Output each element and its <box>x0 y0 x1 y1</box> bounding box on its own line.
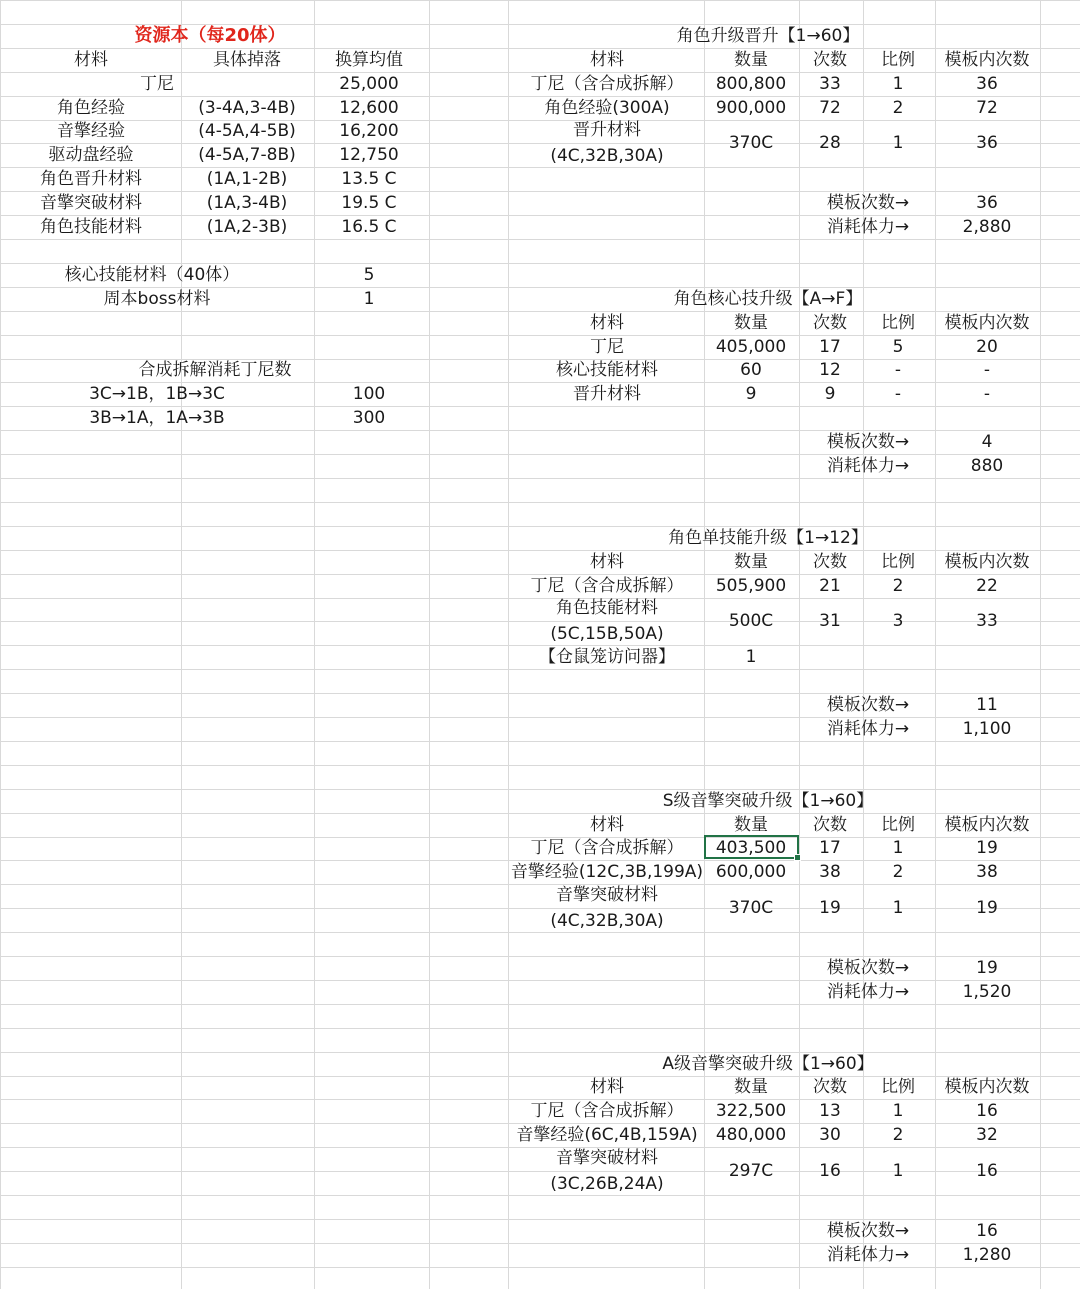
ratio[interactable]: 3 <box>892 611 904 631</box>
section-header[interactable]: 数量 <box>734 1077 768 1097</box>
section-header[interactable]: 材料 <box>590 1077 624 1097</box>
material-name[interactable]: 音擎经验(6C,4B,159A) <box>516 1125 698 1145</box>
left-material[interactable]: 音擎经验 <box>57 121 125 141</box>
template-times[interactable]: 16 <box>976 1101 998 1121</box>
section-header[interactable]: 比例 <box>881 552 915 572</box>
ratio[interactable]: 1 <box>892 74 904 94</box>
section-header[interactable]: 比例 <box>881 50 915 70</box>
template-count-label[interactable]: 模板次数→ <box>826 1221 910 1241</box>
quantity[interactable]: 900,000 <box>715 98 787 118</box>
boss-material-value[interactable]: 1 <box>363 289 375 309</box>
template-times[interactable]: 19 <box>976 838 998 858</box>
left-drop[interactable]: (3-4A,3-4B) <box>198 98 296 118</box>
section-header[interactable]: 材料 <box>590 50 624 70</box>
section-header[interactable]: 比例 <box>881 313 915 333</box>
left-header[interactable]: 换算均值 <box>335 50 403 70</box>
section-header[interactable]: 数量 <box>734 815 768 835</box>
times[interactable]: 31 <box>819 611 841 631</box>
material-detail[interactable]: (3C,26B,24A) <box>550 1174 664 1194</box>
material-detail[interactable]: (5C,15B,50A) <box>550 624 664 644</box>
left-average[interactable]: 16.5 C <box>341 217 397 237</box>
section-title[interactable]: 角色单技能升级【1→12】 <box>668 528 868 548</box>
quantity[interactable]: 1 <box>745 647 757 667</box>
times[interactable]: 21 <box>819 576 841 596</box>
core-skill-label[interactable]: 核心技能材料（40体） <box>64 265 240 285</box>
material-name[interactable]: 丁尼（含合成拆解） <box>530 74 684 94</box>
section-title[interactable]: A级音擎突破升级【1→60】 <box>662 1054 874 1074</box>
material-name[interactable]: 核心技能材料 <box>556 360 658 380</box>
material-detail[interactable]: (4C,32B,30A) <box>550 911 664 931</box>
template-times[interactable]: 20 <box>976 337 998 357</box>
ratio[interactable]: 1 <box>892 133 904 153</box>
ratio[interactable]: 1 <box>892 1101 904 1121</box>
stamina-value[interactable]: 880 <box>970 456 1004 476</box>
times[interactable]: 28 <box>819 133 841 153</box>
quantity[interactable]: 800,800 <box>715 74 787 94</box>
material-name[interactable]: 丁尼（含合成拆解） <box>530 838 684 858</box>
template-times[interactable]: - <box>983 360 991 380</box>
material-name[interactable]: 晋升材料 <box>573 120 641 140</box>
template-count-label[interactable]: 模板次数→ <box>826 695 910 715</box>
quantity[interactable]: 480,000 <box>715 1125 787 1145</box>
material-name[interactable]: 音擎经验(12C,3B,199A) <box>510 862 704 882</box>
core-skill-value[interactable]: 5 <box>363 265 375 285</box>
section-header[interactable]: 材料 <box>590 313 624 333</box>
left-average[interactable]: 16,200 <box>339 121 399 141</box>
quantity[interactable]: 405,000 <box>715 337 787 357</box>
times[interactable]: 30 <box>819 1125 841 1145</box>
quantity[interactable]: 403,500 <box>715 838 787 858</box>
synth-title[interactable]: 合成拆解消耗丁尼数 <box>138 360 292 380</box>
section-header[interactable]: 模板内次数 <box>944 815 1030 835</box>
template-times[interactable]: 38 <box>976 862 998 882</box>
times[interactable]: 12 <box>819 360 841 380</box>
section-header[interactable]: 次数 <box>813 1077 847 1097</box>
template-count-label[interactable]: 模板次数→ <box>826 193 910 213</box>
section-header[interactable]: 材料 <box>590 815 624 835</box>
material-name[interactable]: 角色技能材料 <box>556 598 658 618</box>
left-header[interactable]: 材料 <box>74 50 108 70</box>
template-count-value[interactable]: 16 <box>976 1221 998 1241</box>
synth-cost[interactable]: 300 <box>352 408 386 428</box>
ratio[interactable]: 2 <box>892 1125 904 1145</box>
section-header[interactable]: 模板内次数 <box>944 1077 1030 1097</box>
template-times[interactable]: 16 <box>976 1161 998 1181</box>
synth-rule[interactable]: 3C→1B，1B→3C <box>89 384 225 404</box>
stamina-label[interactable]: 消耗体力→ <box>826 456 910 476</box>
section-header[interactable]: 模板内次数 <box>944 552 1030 572</box>
section-title[interactable]: S级音擎突破升级【1→60】 <box>662 791 874 811</box>
section-header[interactable]: 比例 <box>881 1077 915 1097</box>
left-average[interactable]: 25,000 <box>339 74 399 94</box>
left-drop[interactable]: (1A,1-2B) <box>206 169 288 189</box>
template-times[interactable]: - <box>983 384 991 404</box>
stamina-value[interactable]: 1,280 <box>962 1245 1012 1265</box>
selected-cell[interactable] <box>704 835 799 859</box>
template-times[interactable]: 36 <box>976 133 998 153</box>
material-name[interactable]: 丁尼 <box>590 337 624 357</box>
template-times[interactable]: 33 <box>976 611 998 631</box>
left-drop[interactable]: (1A,2-3B) <box>206 217 288 237</box>
left-average[interactable]: 19.5 C <box>341 193 397 213</box>
stamina-label[interactable]: 消耗体力→ <box>826 217 910 237</box>
material-name[interactable]: 角色经验(300A) <box>544 98 670 118</box>
quantity[interactable]: 322,500 <box>715 1101 787 1121</box>
section-header[interactable]: 数量 <box>734 313 768 333</box>
left-average[interactable]: 12,600 <box>339 98 399 118</box>
left-material[interactable]: 角色技能材料 <box>40 217 142 237</box>
quantity[interactable]: 370C <box>728 133 774 153</box>
material-name[interactable]: 丁尼（含合成拆解） <box>530 1101 684 1121</box>
section-header[interactable]: 比例 <box>881 815 915 835</box>
quantity[interactable]: 60 <box>740 360 762 380</box>
template-times[interactable]: 32 <box>976 1125 998 1145</box>
template-times[interactable]: 19 <box>976 898 998 918</box>
section-header[interactable]: 次数 <box>813 50 847 70</box>
template-count-label[interactable]: 模板次数→ <box>826 958 910 978</box>
stamina-label[interactable]: 消耗体力→ <box>826 982 910 1002</box>
section-header[interactable]: 次数 <box>813 313 847 333</box>
quantity[interactable]: 500C <box>728 611 774 631</box>
ratio[interactable]: 5 <box>892 337 904 357</box>
left-header[interactable]: 具体掉落 <box>213 50 281 70</box>
synth-cost[interactable]: 100 <box>352 384 386 404</box>
ratio[interactable]: - <box>894 360 902 380</box>
left-average[interactable]: 13.5 C <box>341 169 397 189</box>
left-material[interactable]: 音擎突破材料 <box>40 193 142 213</box>
material-detail[interactable]: (4C,32B,30A) <box>550 146 664 166</box>
stamina-value[interactable]: 1,520 <box>962 982 1012 1002</box>
left-material[interactable]: 角色晋升材料 <box>40 169 142 189</box>
ratio[interactable]: 1 <box>892 838 904 858</box>
resource-title[interactable]: 资源本（每20体） <box>134 25 286 46</box>
left-drop[interactable]: (1A,3-4B) <box>206 193 288 213</box>
section-title[interactable]: 角色升级晋升【1→60】 <box>676 26 860 46</box>
times[interactable]: 17 <box>819 838 841 858</box>
material-name[interactable]: 音擎突破材料 <box>556 885 658 905</box>
times[interactable]: 38 <box>819 862 841 882</box>
left-drop[interactable]: (4-5A,4-5B) <box>198 121 296 141</box>
synth-rule[interactable]: 3B→1A，1A→3B <box>89 408 225 428</box>
template-times[interactable]: 72 <box>976 98 998 118</box>
times[interactable]: 16 <box>819 1161 841 1181</box>
material-name[interactable]: 【仓鼠笼访问器】 <box>539 647 675 667</box>
material-name[interactable]: 丁尼（含合成拆解） <box>530 576 684 596</box>
left-drop[interactable]: (4-5A,7-8B) <box>198 145 296 165</box>
boss-material-label[interactable]: 周本boss材料 <box>103 289 211 309</box>
section-header[interactable]: 模板内次数 <box>944 313 1030 333</box>
left-average[interactable]: 12,750 <box>339 145 399 165</box>
quantity[interactable]: 370C <box>728 898 774 918</box>
section-header[interactable]: 材料 <box>590 552 624 572</box>
stamina-label[interactable]: 消耗体力→ <box>826 1245 910 1265</box>
ratio[interactable]: - <box>894 384 902 404</box>
left-material[interactable]: 驱动盘经验 <box>48 145 134 165</box>
left-material[interactable]: 角色经验 <box>57 98 125 118</box>
times[interactable]: 19 <box>819 898 841 918</box>
times[interactable]: 33 <box>819 74 841 94</box>
left-material[interactable]: 丁尼 <box>140 74 174 94</box>
section-header[interactable]: 次数 <box>813 815 847 835</box>
template-count-value[interactable]: 4 <box>981 432 993 452</box>
stamina-value[interactable]: 1,100 <box>962 719 1012 739</box>
stamina-label[interactable]: 消耗体力→ <box>826 719 910 739</box>
quantity[interactable]: 9 <box>745 384 757 404</box>
ratio[interactable]: 2 <box>892 576 904 596</box>
quantity[interactable]: 297C <box>728 1161 774 1181</box>
section-header[interactable]: 数量 <box>734 552 768 572</box>
ratio[interactable]: 2 <box>892 98 904 118</box>
template-times[interactable]: 22 <box>976 576 998 596</box>
section-title[interactable]: 角色核心技升级【A→F】 <box>673 289 863 309</box>
material-name[interactable]: 晋升材料 <box>573 384 641 404</box>
quantity[interactable]: 600,000 <box>715 862 787 882</box>
template-count-value[interactable]: 11 <box>976 695 998 715</box>
template-count-value[interactable]: 19 <box>976 958 998 978</box>
ratio[interactable]: 2 <box>892 862 904 882</box>
section-header[interactable]: 次数 <box>813 552 847 572</box>
ratio[interactable]: 1 <box>892 898 904 918</box>
section-header[interactable]: 模板内次数 <box>944 50 1030 70</box>
template-count-label[interactable]: 模板次数→ <box>826 432 910 452</box>
material-name[interactable]: 音擎突破材料 <box>556 1148 658 1168</box>
section-header[interactable]: 数量 <box>734 50 768 70</box>
times[interactable]: 72 <box>819 98 841 118</box>
template-times[interactable]: 36 <box>976 74 998 94</box>
ratio[interactable]: 1 <box>892 1161 904 1181</box>
template-count-value[interactable]: 36 <box>976 193 998 213</box>
times[interactable]: 13 <box>819 1101 841 1121</box>
quantity[interactable]: 505,900 <box>715 576 787 596</box>
times[interactable]: 17 <box>819 337 841 357</box>
stamina-value[interactable]: 2,880 <box>962 217 1012 237</box>
times[interactable]: 9 <box>824 384 836 404</box>
